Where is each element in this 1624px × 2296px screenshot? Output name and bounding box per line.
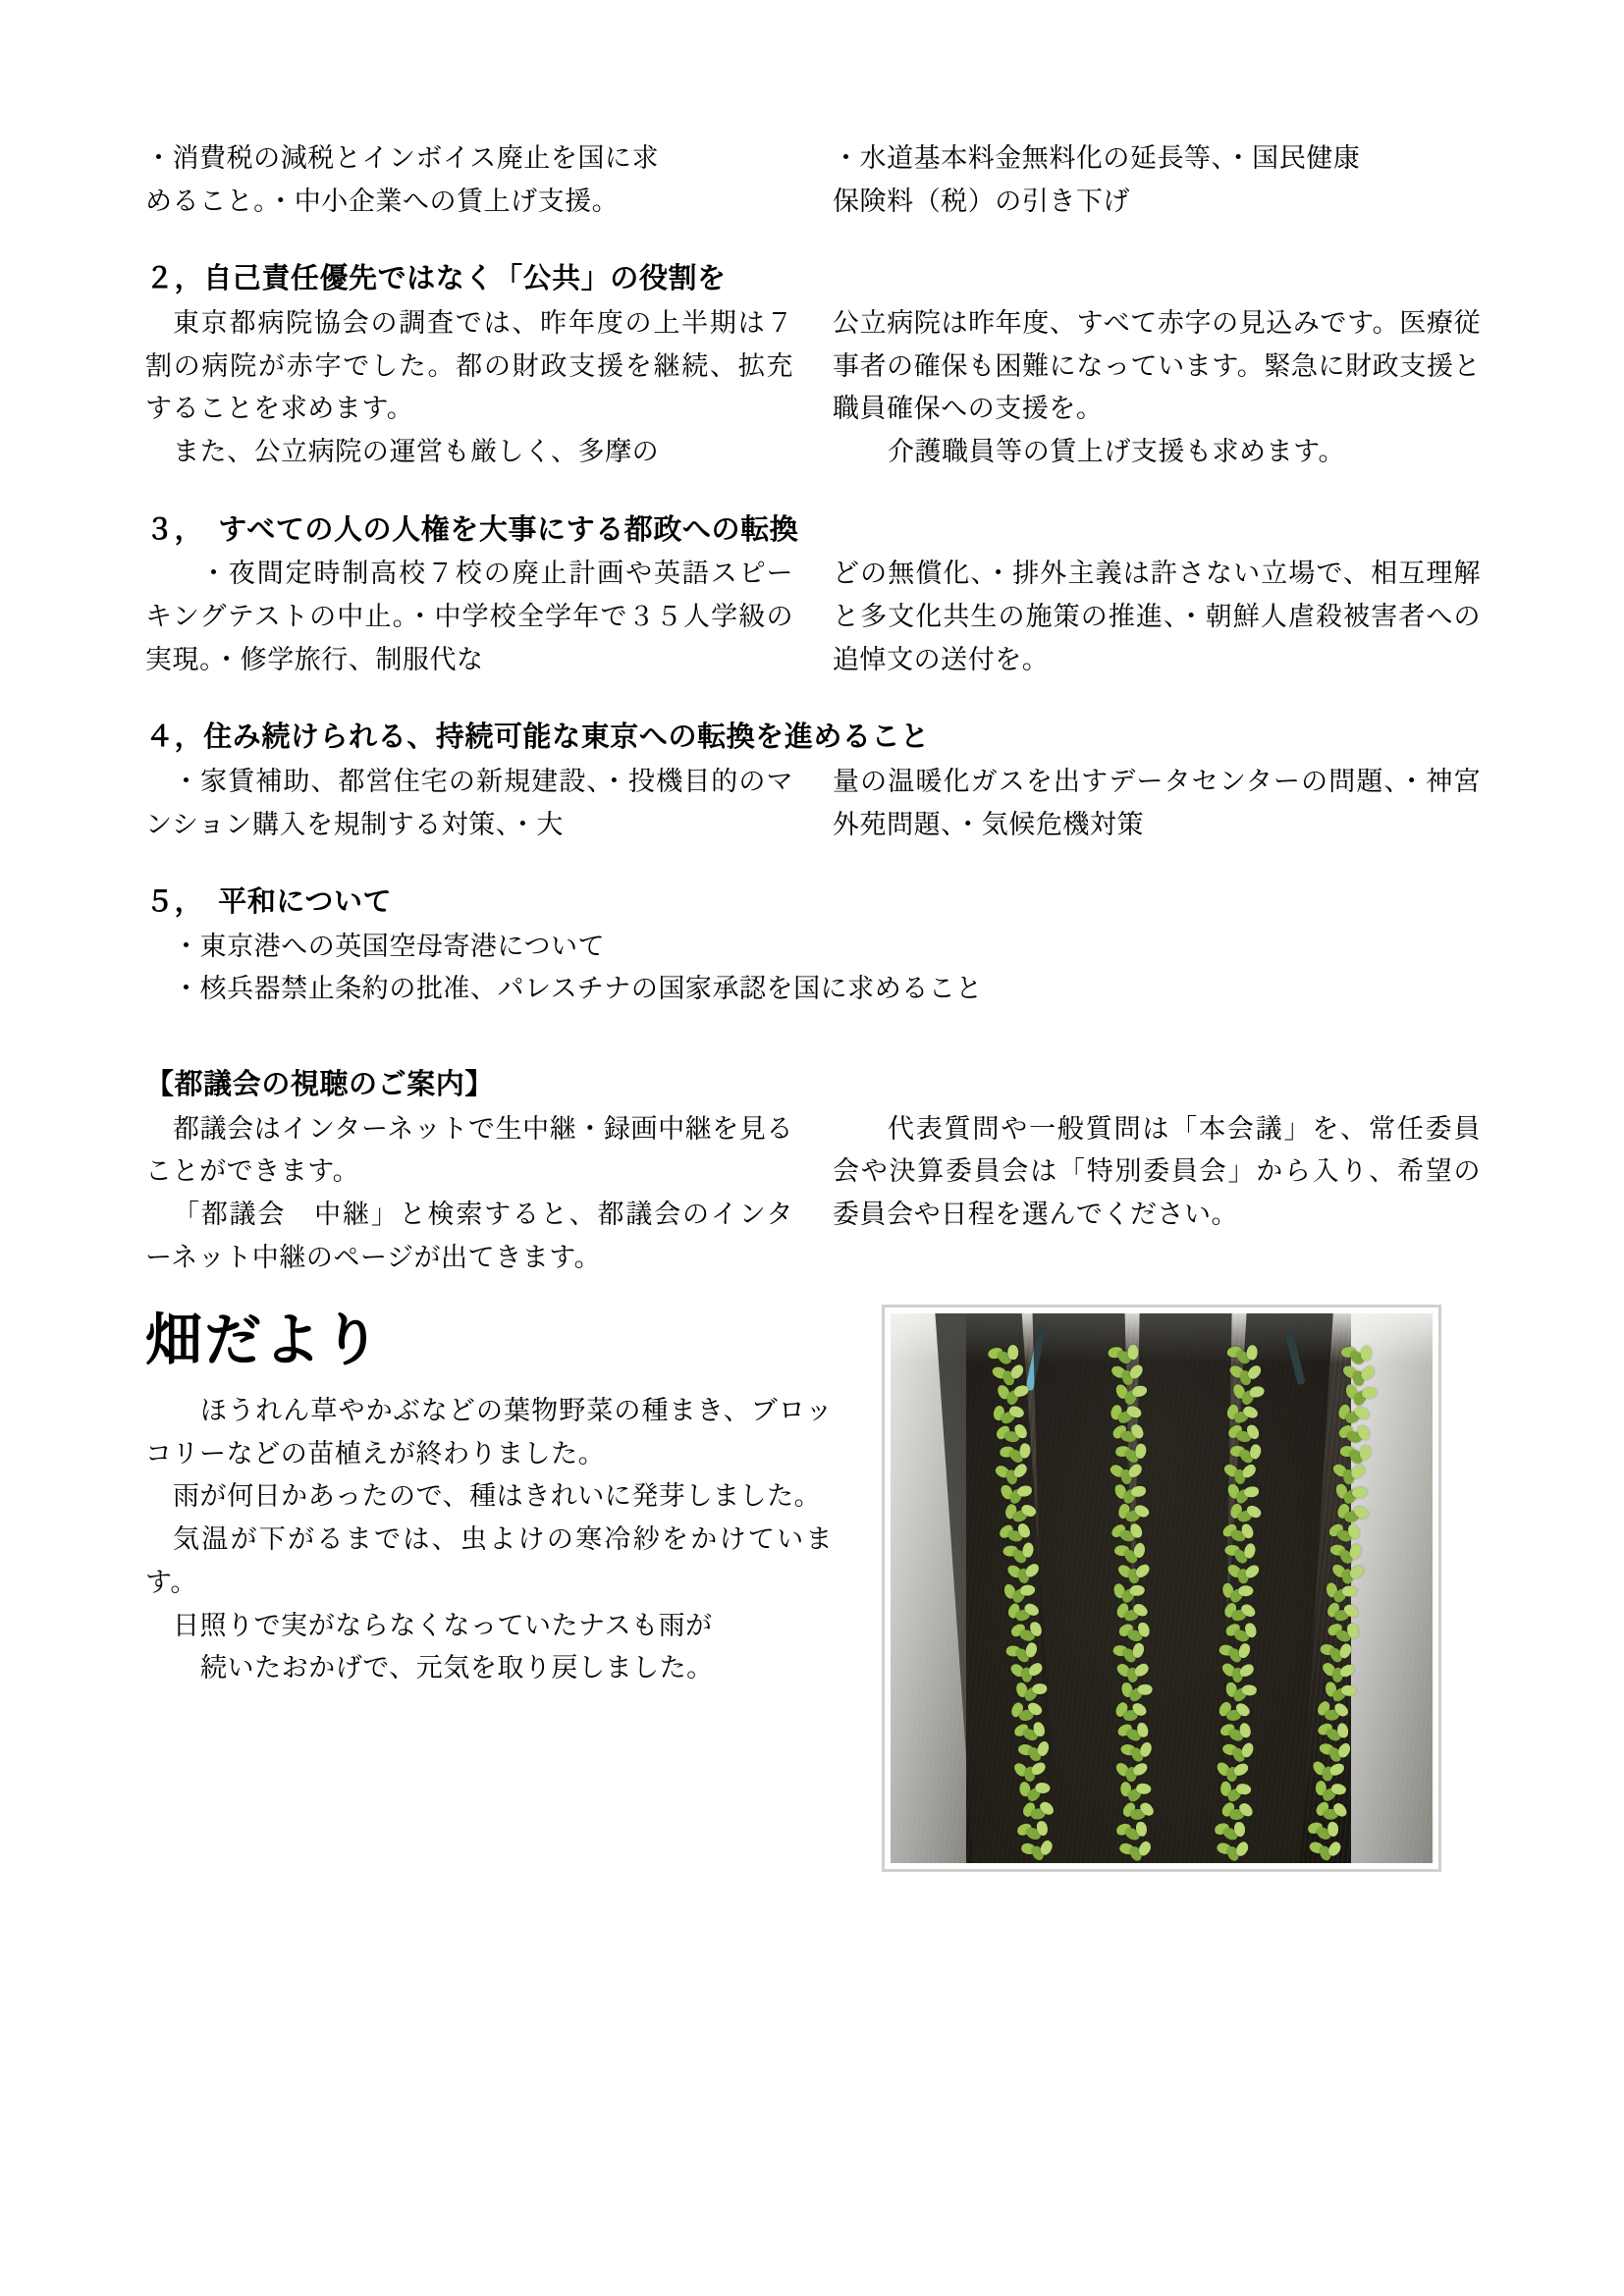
section-5-bullet-2: ・核兵器禁止条約の批准、パレスチナの国家承認を国に求めること <box>173 974 983 1004</box>
viewing-guide-left-paragraph-2: 「都議会 中継」と検索すると、都議会のインターネット中継のページが出てきます。 <box>145 1199 793 1272</box>
top-left-line-1: ・消費税の減税とインボイス廃止を国に求 <box>145 143 659 173</box>
seedling-leaf <box>1244 1486 1259 1498</box>
seedling-row <box>1103 1347 1157 1864</box>
spacer <box>145 474 1481 507</box>
seedling-leaf <box>1132 1386 1148 1398</box>
viewing-guide-heading: 【都議会の視聴のご案内】 <box>145 1069 494 1101</box>
hatake-title: 畑だより <box>145 1307 383 1374</box>
hatake-paragraph-4: 日照りで実がならなくなっていたナスも雨が <box>173 1610 713 1640</box>
top-right-column <box>833 137 1481 223</box>
seedling-leaf <box>1239 1723 1251 1738</box>
seedling-leaf <box>1007 1344 1020 1360</box>
section-5-bullet-1: ・東京港への英国空母寄港について <box>173 931 606 961</box>
section-4-body <box>145 761 1481 846</box>
section-2-body <box>145 302 1481 474</box>
section-3-body <box>145 553 1481 681</box>
hatake-paragraph-3: 気温が下がるまでは、虫よけの寒冷紗をかけています。 <box>145 1524 833 1597</box>
hatake-paragraph-2: 雨が何日かあったので、種はきれいに発芽しました。 <box>173 1481 822 1512</box>
section-4 <box>145 715 1481 846</box>
seedling-leaf <box>1337 1723 1348 1737</box>
hatake-text-column <box>145 1305 833 1872</box>
section-4-heading: ４，住み続けられる、持続可能な東京への転換を進めること <box>145 721 930 754</box>
viewing-guide-section <box>145 1062 1481 1279</box>
field-photo <box>891 1313 1433 1863</box>
section-4-left-paragraph-1: ・家賃補助、都営住宅の新規建設、・投機目的のマンション購入を規制する対策、・大 <box>145 766 793 839</box>
section-3 <box>145 507 1481 682</box>
seedling-leaf <box>1338 1663 1356 1679</box>
section-2-right-paragraph-2: 介護職員等の賃上げ支援も求めます。 <box>888 437 1346 467</box>
section-3-heading: ３， すべての人の人権を大事にする都政への転換 <box>145 513 799 546</box>
seedling-leaf <box>1129 1584 1145 1596</box>
section-3-right-column <box>833 553 1481 681</box>
spacer <box>145 846 1481 880</box>
section-5-heading: ５， 平和について <box>145 886 393 919</box>
spacer <box>145 223 1481 256</box>
section-4-left-column <box>145 761 793 846</box>
viewing-guide-right-column <box>833 1108 1481 1280</box>
hatake-paragraph-5: 続いたおかげで、元気を取り戻しました。 <box>200 1653 714 1683</box>
seedling-leaf <box>1020 1584 1035 1596</box>
page-content <box>145 137 1481 1872</box>
section-3-left-column <box>145 553 793 681</box>
spacer <box>145 1011 1481 1044</box>
seedling-leaf <box>1243 1563 1261 1579</box>
top-continuation-block <box>145 137 1481 223</box>
top-right-line-1: ・水道基本料金無料化の延長等、・国民健康 <box>833 143 1361 173</box>
top-right-line-2: 保険料（税）の引き下げ <box>833 186 1130 216</box>
seedling-leaf <box>1013 1385 1029 1398</box>
seedling-leaf <box>1348 1564 1366 1580</box>
section-2-right-paragraph-1: 公立病院は昨年度、すべて赤字の見込みです。医療従事者の確保も困難になっています。緊急に財政支援と職員確保への支援を。 <box>833 307 1481 424</box>
seedling-leaf <box>1245 1344 1259 1361</box>
seedling-leaf <box>1017 1485 1032 1497</box>
hatake-photo-column <box>868 1305 1481 1872</box>
section-5 <box>145 880 1481 1011</box>
section-4-right-paragraph-1: 量の温暖化ガスを出すデータセンターの問題、・神宮外苑問題、・気候危機対策 <box>833 766 1481 839</box>
seedling-leaf <box>1327 1822 1339 1838</box>
section-3-left-paragraph-1: ・夜間定時制高校７校の廃止計画や英語スピーキングテストの中止。・中学校全学年で３５人学級の実現。・修学旅行、制服代な <box>145 559 793 674</box>
seedling-leaf <box>1328 1762 1346 1777</box>
seedling-leaf <box>1030 1761 1048 1777</box>
viewing-guide-left-column <box>145 1108 793 1280</box>
top-left-line-2: めること。・中小企業への賃上げ支援。 <box>145 186 620 216</box>
seedling-leaf <box>1250 1387 1265 1399</box>
seedling-leaf <box>1136 1822 1147 1837</box>
viewing-guide-body <box>145 1108 1481 1280</box>
seedling-leaf <box>1362 1388 1377 1399</box>
photo-frame <box>882 1305 1441 1872</box>
top-left-column <box>145 137 793 223</box>
section-3-right-paragraph-1: どの無償化、・排外主義は許さない立場で、相互理解と多文化共生の施策の推進、・朝鮮人虐殺被害者への追悼文の送付を。 <box>833 559 1481 674</box>
section-2-heading: ２，自己責任優先ではなく「公共」の役割を <box>145 263 727 295</box>
section-2-left-column <box>145 302 793 474</box>
seedling-leaf <box>1232 1762 1250 1777</box>
seedling-leaf <box>1033 1721 1046 1736</box>
seedling-leaf <box>1238 1584 1254 1597</box>
viewing-guide-left-paragraph-1: 都議会はインターネットで生中継・録画中継を見ることができます。 <box>145 1113 793 1187</box>
seedling-leaf <box>1352 1486 1368 1498</box>
seedling-leaf <box>1131 1486 1146 1497</box>
seedling-leaf <box>1037 1821 1049 1837</box>
section-2-left-paragraph-2: また、公立病院の運営も厳しく、多摩の <box>173 437 660 467</box>
hatake-section <box>145 1305 1481 1872</box>
viewing-guide-right-paragraph-1: 代表質問や一般質問は「本会議」を、常任委員会や決算委員会は「特別委員会」から入り、希望の委員会や日程を選んでください。 <box>833 1113 1481 1229</box>
spacer <box>145 681 1481 715</box>
section-2-right-column <box>833 302 1481 474</box>
spacer <box>145 1044 1481 1062</box>
seedling-leaf <box>1234 1822 1245 1837</box>
section-2 <box>145 256 1481 473</box>
section-2-left-paragraph-1: 東京都病院協会の調査では、昨年度の上半期は７割の病院が赤字でした。都の財政支援を継続、拡充することを求めます。 <box>145 307 793 424</box>
hatake-paragraph-1: ほうれん草やかぶなどの葉物野菜の種まき、ブロッコリーなどの苗植えが終わりました。 <box>145 1395 833 1468</box>
section-4-right-column <box>833 761 1481 846</box>
